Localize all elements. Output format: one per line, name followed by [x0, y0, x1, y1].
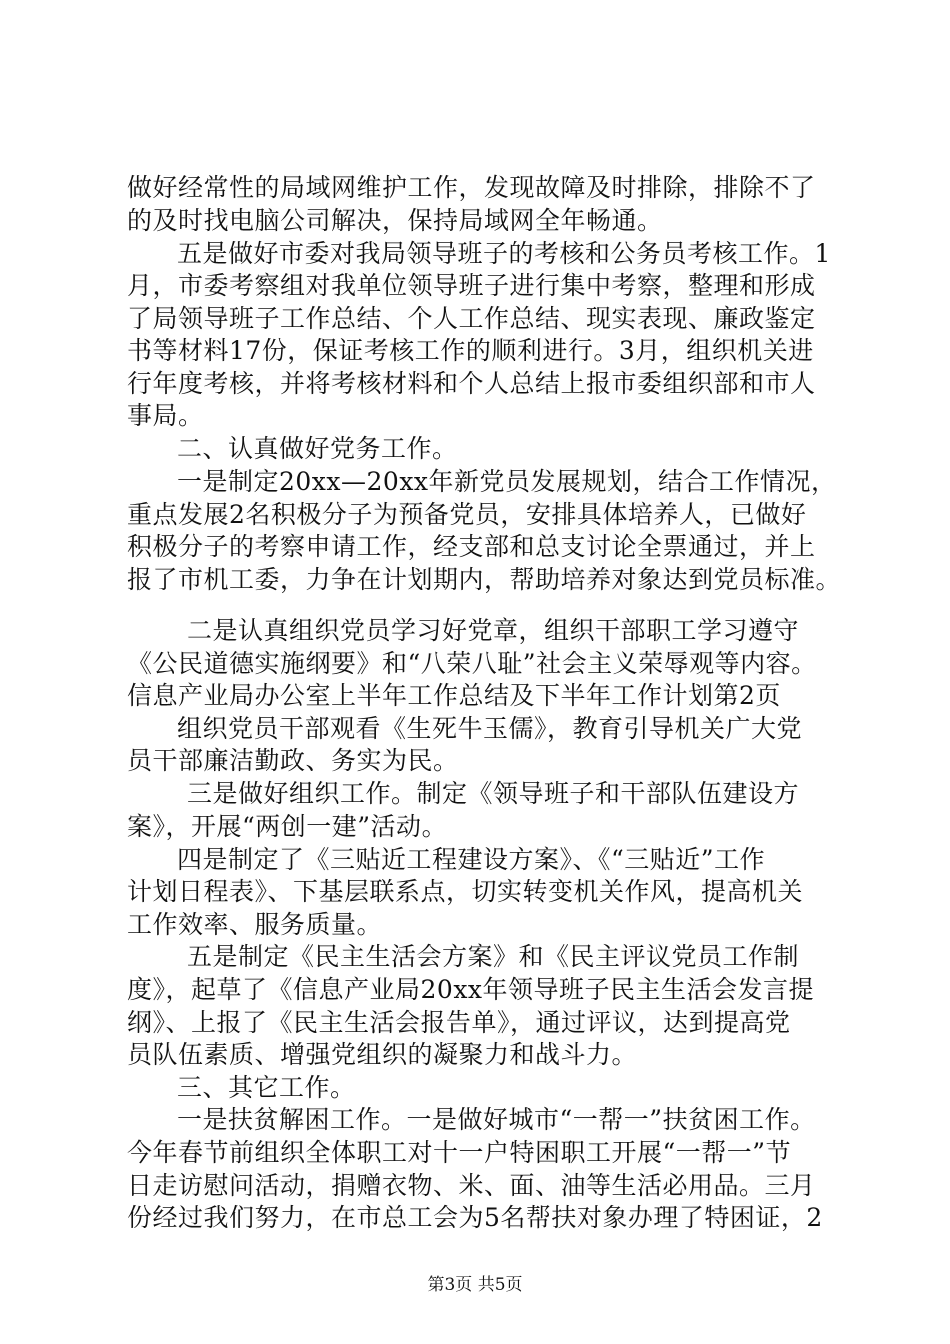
paragraph-line: 员干部廉洁勤政、务实为民。 [127, 746, 459, 775]
paragraph-line: 了局领导班子工作总结、个人工作总结、现实表现、廉政鉴定 [127, 304, 816, 333]
paragraph-line: 案》，开展“两创一建”活动。 [127, 812, 448, 841]
paragraph-line: 五是制定《民主生活会方案》和《民主评议党员工作制 [187, 942, 800, 971]
paragraph-line: 四是制定了《三贴近工程建设方案》、《“三贴近”工作 [177, 845, 766, 874]
paragraph-line: 二是认真组织党员学习好党章，组织干部职工学习遵守 [187, 616, 800, 645]
paragraph-line: 书等材料17份，保证考核工作的顺利进行。3月，组织机关进 [127, 336, 814, 365]
paragraph-line: 工作效率、服务质量。 [127, 910, 383, 939]
paragraph-line: 一是扶贫解困工作。一是做好城市“一帮一”扶贫困工作。 [177, 1105, 816, 1134]
paragraph-line: 重点发展2名积极分子为预备党员，安排具体培养人，已做好 [127, 500, 807, 529]
inline-title-line: 信息产业局办公室上半年工作总结及下半年工作计划第2页 [127, 681, 781, 710]
paragraph-line: 今年春节前组织全体职工对十一户特困职工开展“一帮一”节 [127, 1138, 792, 1167]
paragraph-line: 一是制定20xx—20xx年新党员发展规划，结合工作情况， [177, 467, 837, 496]
paragraph-line: 月，市委考察组对我单位领导班子进行集中考察，整理和形成 [127, 271, 816, 300]
paragraph-line: 报了市机工委，力争在计划期内，帮助培养对象达到党员标准。 [127, 565, 842, 594]
page-footer: 第3页 共5页 [427, 1275, 523, 1295]
paragraph-line: 行年度考核，并将考核材料和个人总结上报市委组织部和市人 [127, 369, 816, 398]
paragraph-line: 五是做好市委对我局领导班子的考核和公务员考核工作。1 [177, 239, 831, 268]
paragraph-line: 做好经常性的局域网维护工作，发现故障及时排除，排除不了 [127, 173, 816, 202]
paragraph-line: 计划日程表》、下基层联系点，切实转变机关作风，提高机关 [127, 877, 804, 906]
paragraph-line: 纲》、上报了《民主生活会报告单》，通过评议，达到提高党 [127, 1008, 791, 1037]
paragraph-line: 组织党员干部观看《生死牛玉儒》，教育引导机关广大党 [177, 714, 803, 743]
paragraph-line: 《公民道德实施纲要》和“八荣八耻”社会主义荣辱观等内容。 [127, 649, 817, 678]
paragraph-line: 三是做好组织工作。制定《领导班子和干部队伍建设方 [187, 779, 800, 808]
paragraph-line: 份经过我们努力，在市总工会为5名帮扶对象办理了特困证，2 [127, 1203, 823, 1232]
section-heading: 三、其它工作。 [177, 1073, 356, 1102]
paragraph-line: 积极分子的考察申请工作，经支部和总支讨论全票通过，并上 [127, 532, 816, 561]
section-heading: 二、认真做好党务工作。 [177, 434, 458, 463]
paragraph-line: 的及时找电脑公司解决，保持局域网全年畅通。 [127, 206, 663, 235]
paragraph-line: 度》，起草了《信息产业局20xx年领导班子民主生活会发言提 [127, 975, 815, 1004]
paragraph-line: 员队伍素质、增强党组织的凝聚力和战斗力。 [127, 1040, 638, 1069]
paragraph-line: 日走访慰问活动，捐赠衣物、米、面、油等生活必用品。三月 [127, 1171, 816, 1200]
paragraph-line: 事局。 [127, 401, 204, 430]
